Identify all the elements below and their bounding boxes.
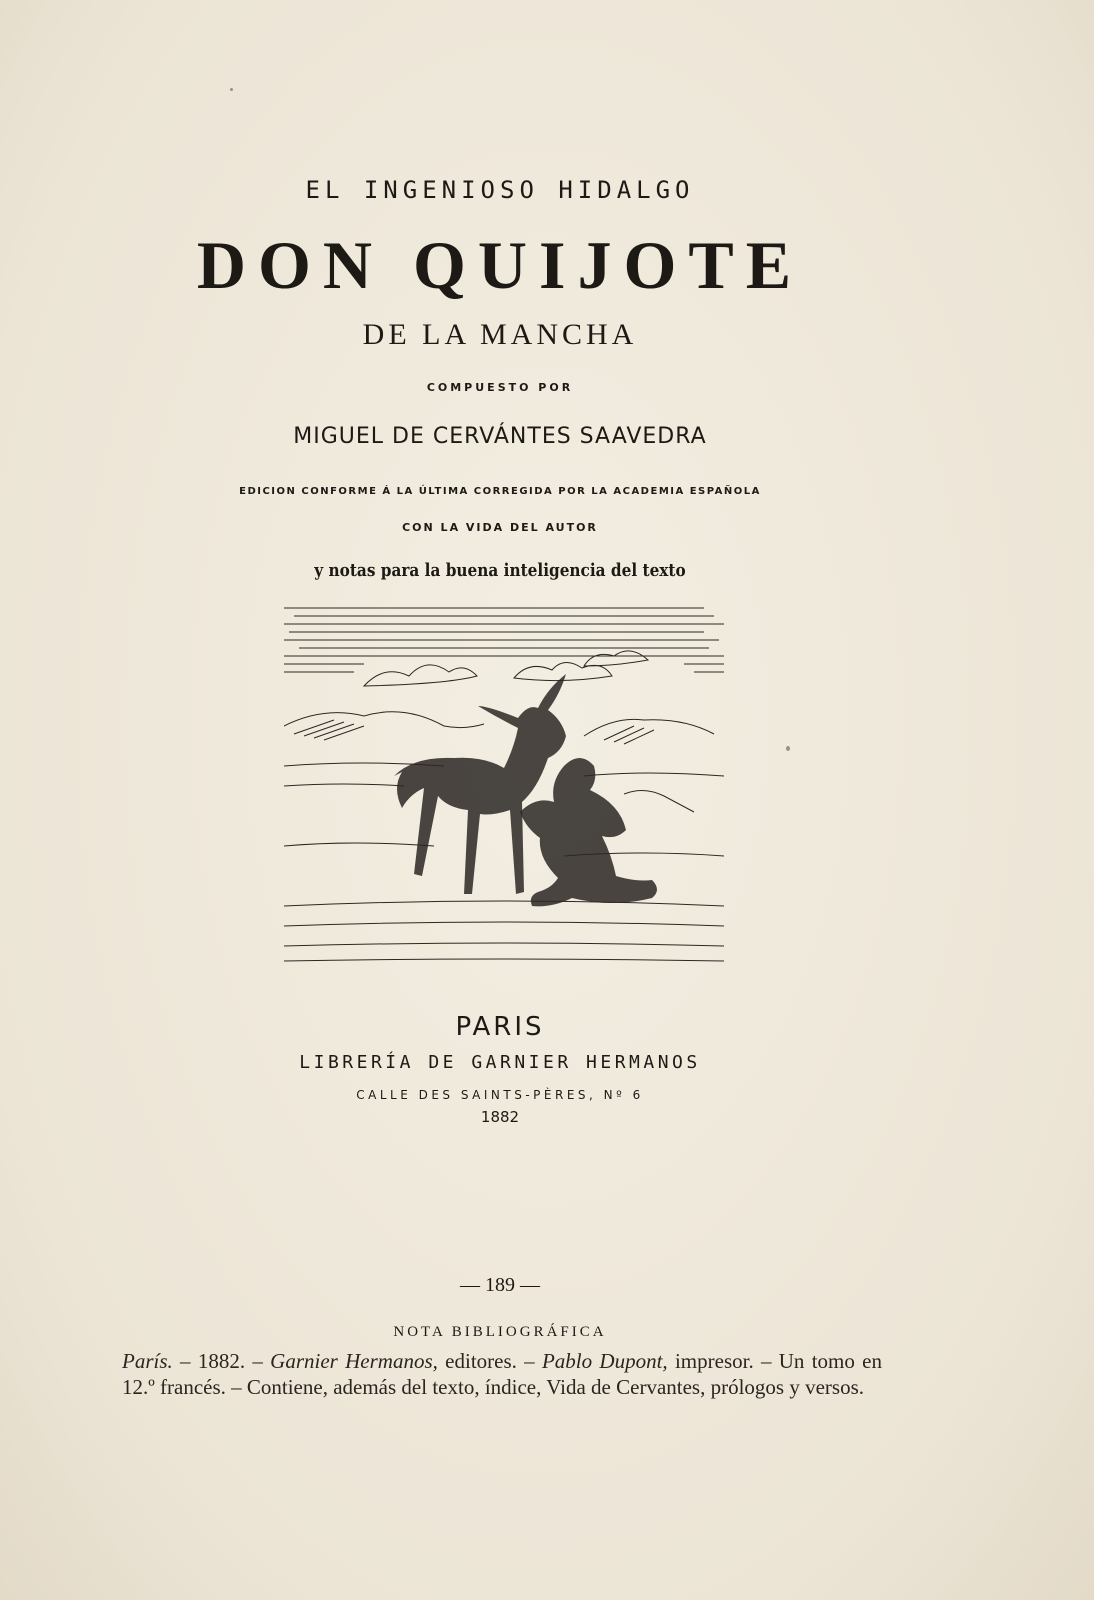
title-line-1: EL INGENIOSO HIDALGO [305,176,695,204]
year: 1882 [480,1108,520,1126]
vida-line: CON LA VIDA DEL AUTOR [402,521,598,534]
note-role: editores. – [437,1349,542,1373]
notas-line: y notas para la buena inteligencia del texto [314,560,686,581]
title-line-3: DE LA MANCHA [362,318,638,351]
note-description: impresor. – Un tomo en 12.º francés. – Contiene, además del texto, índice, Vida de Cervantes, prólogos y versos. [122,1349,882,1399]
publisher: LIBRERÍA DE GARNIER HERMANOS [299,1052,701,1073]
note-publisher: Garnier Hermanos, [270,1349,438,1373]
compuesto-por: COMPUESTO POR [426,381,574,394]
engraving-illustration [284,606,726,984]
note-printer: Pablo Dupont, [541,1349,668,1373]
paper-speck [230,88,233,91]
page-number: — 189 — [460,1274,540,1296]
edition-note: EDICION CONFORME Á LA ÚLTIMA CORREGIDA POR LA ACADEMIA ESPAÑOLA [239,486,761,497]
nota-heading: NOTA BIBLIOGRÁFICA [393,1324,607,1340]
main-title: DON QUIJOTE [196,227,804,303]
note-year: – 1882. – [172,1349,271,1373]
bibliographic-note [122,1348,882,1400]
address: CALLE DES SAINTS-PÈRES, Nº 6 [356,1088,644,1102]
note-city: París. [122,1349,173,1373]
paper-speck [786,746,790,751]
author-name: MIGUEL DE CERVÁNTES SAAVEDRA [293,424,707,449]
city: PARIS [455,1012,545,1042]
